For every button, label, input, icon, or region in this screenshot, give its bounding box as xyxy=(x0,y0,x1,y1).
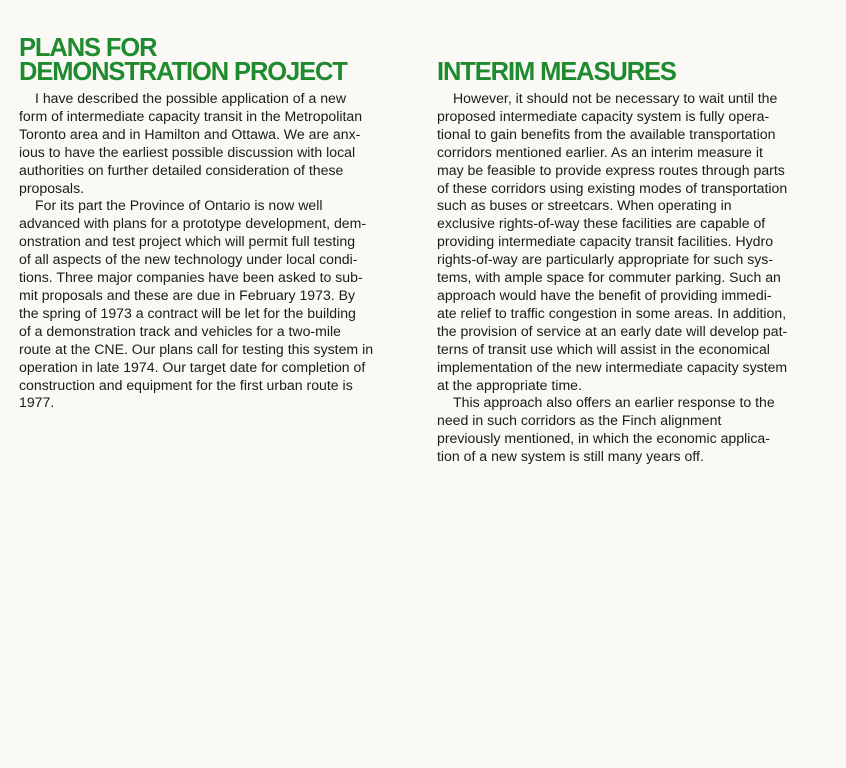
plans-heading xyxy=(19,36,347,84)
text-line: at the appropriate time. xyxy=(437,376,582,393)
text-line: previously mentioned, in which the economic applica- xyxy=(437,430,770,447)
paragraph xyxy=(19,197,419,412)
text-line: mit proposals and these are due in February 1973. By xyxy=(19,286,356,303)
text-line: route at the CNE. Our plans call for testing this system in xyxy=(19,340,374,357)
text-line: ate relief to traffic congestion in some areas. In addition, xyxy=(437,304,787,321)
text-line: For its part the Province of Ontario is now well xyxy=(35,197,323,214)
text-line: advanced with plans for a prototype development, dem- xyxy=(19,215,367,232)
interim-body xyxy=(437,90,837,466)
text-line: Toronto area and in Hamilton and Ottawa. We are anx- xyxy=(19,125,361,142)
text-line: tems, with ample space for commuter parking. Such an xyxy=(437,269,781,286)
text-line: of a demonstration track and vehicles for a two-mile xyxy=(19,322,341,339)
text-line: 1977. xyxy=(19,394,55,411)
paragraph xyxy=(437,394,837,466)
text-line: This approach also offers an earlier response to the xyxy=(453,394,775,411)
text-line: tion of a new system is still many years off. xyxy=(437,448,704,465)
text-line: need in such corridors as the Finch alignment xyxy=(437,412,722,429)
interim-heading xyxy=(437,60,676,84)
paragraph xyxy=(19,90,419,197)
text-line: I have described the possible application of a new xyxy=(35,90,347,106)
text-line: exclusive rights-of-way these facilities are capable of xyxy=(437,215,766,232)
text-line: approach would have the benefit of providing immedi- xyxy=(437,286,772,303)
text-line: the provision of service at an early date will develop pat- xyxy=(437,322,788,339)
paragraph xyxy=(437,90,837,394)
text-line: rights-of-way are particularly appropriate for such sys- xyxy=(437,251,774,268)
text-line: of all aspects of the new technology under local condi- xyxy=(19,251,358,268)
text-line: implementation of the new intermediate capacity system xyxy=(437,358,788,375)
text-line: the spring of 1973 a contract will be let for the building xyxy=(19,304,356,321)
plans-body xyxy=(19,90,419,412)
text-line: However, it should not be necessary to wait until the xyxy=(453,90,778,106)
text-line: proposed intermediate capacity system is fully opera- xyxy=(437,107,770,124)
text-line: proposals. xyxy=(19,179,85,196)
text-line: providing intermediate capacity transit facilities. Hydro xyxy=(437,233,774,250)
text-line: construction and equipment for the first urban route is xyxy=(19,376,353,393)
text-line: may be feasible to provide express routes through parts xyxy=(437,161,785,178)
text-line: onstration and test project which will permit full testing xyxy=(19,233,356,250)
text-line: form of intermediate capacity transit in the Metropolitan xyxy=(19,107,363,124)
text-line: authorities on further detailed consideration of these xyxy=(19,161,344,178)
text-line: ious to have the earliest possible discussion with local xyxy=(19,143,356,160)
heading-line: INTERIM MEASURES xyxy=(437,58,676,86)
text-line: operation in late 1974. Our target date for completion of xyxy=(19,358,366,375)
text-line: terns of transit use which will assist in the economical xyxy=(437,340,770,357)
text-line: of these corridors using existing modes of transportation xyxy=(437,179,788,196)
text-line: tions. Three major companies have been asked to sub- xyxy=(19,269,363,286)
text-line: corridors mentioned earlier. As an interim measure it xyxy=(437,143,763,160)
heading-line: PLANS FOR xyxy=(19,34,157,62)
text-line: such as buses or streetcars. When operating in xyxy=(437,197,732,214)
heading-line: DEMONSTRATION PROJECT xyxy=(19,58,347,86)
text-line: tional to gain benefits from the available transportation xyxy=(437,125,776,142)
